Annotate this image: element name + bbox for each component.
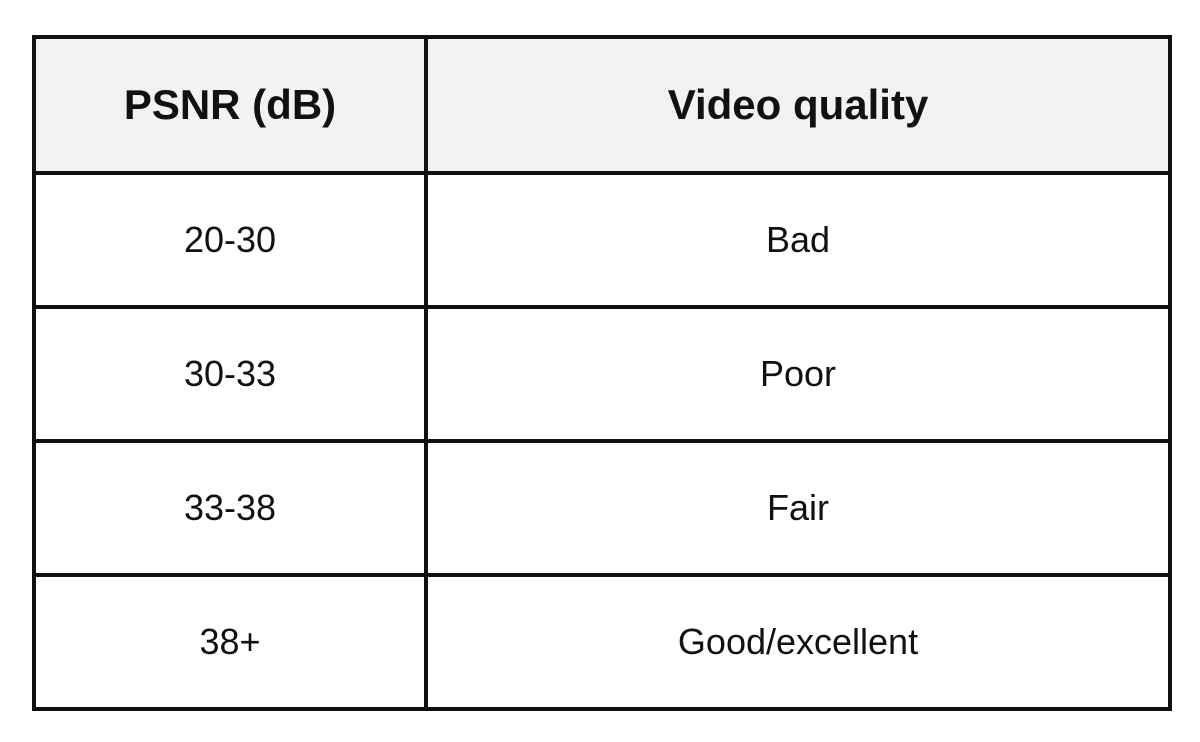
cell-quality: Good/excellent (426, 575, 1170, 709)
table-row (34, 441, 1170, 575)
psnr-quality-table-container (32, 35, 1168, 707)
table-row (34, 173, 1170, 307)
cell-quality: Poor (426, 307, 1170, 441)
header-psnr: PSNR (dB) (34, 37, 426, 173)
cell-psnr: 33-38 (34, 441, 426, 575)
table-row (34, 575, 1170, 709)
cell-psnr: 30-33 (34, 307, 426, 441)
cell-quality: Bad (426, 173, 1170, 307)
header-video-quality: Video quality (426, 37, 1170, 173)
table-header-row (34, 37, 1170, 173)
cell-psnr: 20-30 (34, 173, 426, 307)
psnr-quality-table (32, 35, 1172, 711)
table-row (34, 307, 1170, 441)
cell-quality: Fair (426, 441, 1170, 575)
cell-psnr: 38+ (34, 575, 426, 709)
